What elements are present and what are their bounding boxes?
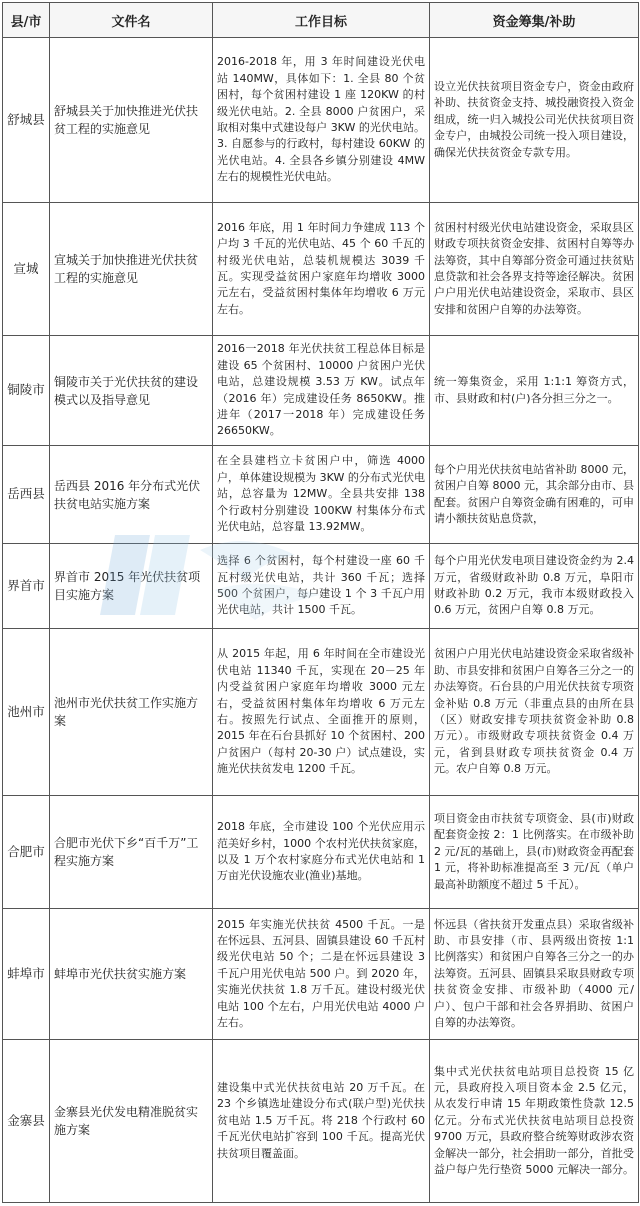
fund-cell: 统一筹集资金，采用 1:1:1 筹资方式，市、县财政和村(户)各分担三分之一。 bbox=[430, 336, 639, 446]
doc-cell: 宣城关于加快推进光伏扶贫工程的实施意见 bbox=[50, 203, 213, 336]
header-row bbox=[3, 3, 639, 38]
table-row bbox=[3, 796, 639, 909]
goal-cell: 2016 年底，用 1 年时间力争建成 113 个户均 3 千瓦的光伏电站、45 个 60 千瓦的村级光伏电站，总装机规模达 3039 千瓦。实现受益贫困户家庭年均增收 3000 元左右，受益贫困村集体年均增收 6 万元左右。 bbox=[213, 203, 430, 336]
table-row bbox=[3, 909, 639, 1040]
county-cell: 岳西县 bbox=[3, 446, 50, 544]
goal-cell: 2018 年底，全市建设 100 个光伏应用示范美好乡村，1000 个农村光伏扶贫家庭，以及 1 万个农村家庭分布式光伏电站和 1 万亩光伏设施农业(渔业)基地。 bbox=[213, 796, 430, 909]
fund-cell: 每个户用光伏发电项目建设资金约为 2.4 万元，省级财政补助 0.8 万元，阜阳市财政补助 0.2 万元，我市本级财政投入 0.6 万元，贫困户自筹 0.8 万元。 bbox=[430, 544, 639, 629]
header-county: 县/市 bbox=[3, 3, 50, 38]
county-cell: 舒城县 bbox=[3, 38, 50, 203]
table-row bbox=[3, 203, 639, 336]
fund-cell: 怀远县（省扶贫开发重点县）采取省级补助、市县安排（市、县两级出资按 1:1 比例落实）和贫困户自筹各三分之一的办法筹资。五河县、固镇县采取县财政专项扶贫资金安排、市级补助（4000 元/户）、包户干部和社会各界捐助、贫困户自筹的办法筹资。 bbox=[430, 909, 639, 1040]
county-cell: 界首市 bbox=[3, 544, 50, 629]
fund-cell: 集中式光伏扶贫电站项目总投资 15 亿元，县政府投入项目资本金 2.5 亿元，从农发行申请 15 年期政策性贷款 12.5 亿元。分布式光伏扶贫电站项目总投资 9700 万元，县政府整合统筹财政涉农资金解决一部分，社会捐助一部分，首批受益户每户先行垫资 5000 元解决一部分。 bbox=[430, 1040, 639, 1203]
county-cell: 宣城 bbox=[3, 203, 50, 336]
doc-cell: 岳西县 2016 年分布式光伏扶贫电站实施方案 bbox=[50, 446, 213, 544]
county-cell: 合肥市 bbox=[3, 796, 50, 909]
fund-cell: 贫困村村级光伏电站建设资金，采取县区财政专项扶贫资金安排、贫困村自筹等办法筹资，其中自筹部分资金可通过扶贫贴息贷款和社会各界支持等途径解决。贫困户户用光伏电站建设资金，采取市、县区安排和贫困户自筹的办法筹资。 bbox=[430, 203, 639, 336]
county-cell: 铜陵市 bbox=[3, 336, 50, 446]
goal-cell: 2016一2018 年光伏扶贫工程总体目标是建设 65 个贫困村、10000 户贫困户光伏电站，总建设规模 3.53 万 KW。试点年（2016 年）完成建设任务 8650KW。推进年（2017一2018 年）完成建设任务 26650KW。 bbox=[213, 336, 430, 446]
goal-cell: 2015 年实施光伏扶贫 4500 千瓦。一是在怀远县、五河县、固镇县建设 60 千瓦村级光伏电站 50 个；二是在怀远县建设 3 千瓦户用光伏电站 500 户。到 2020 年，实施光伏扶贫 1.8 万千瓦。建设村级光伏电站 100 个左右，户用光伏电站 4000 户左右。 bbox=[213, 909, 430, 1040]
fund-cell: 贫困户户用光伏电站建设资金采取省级补助、市县安排和贫困户自筹各三分之一的办法筹资。石台县的户用光伏扶贫专项资金补贴 0.8 万元（非重点县的由所在县（区）财政安排专项扶贫资金补助 0.8 万元）。市级财政专项扶贫资金 0.4 万元，省到县财政专项扶贫资金 0.4 万元。农户自筹 0.8 万元。 bbox=[430, 629, 639, 796]
goal-cell: 2016-2018 年，用 3 年时间建设光伏电站 140MW，具体如下：1. 全县 80 个贫困村，每个贫困村建设 1 座 120KW 的村级光伏电站。2. 全县 8000 户贫困户，采取相对集中式建设每户 3KW 的光伏电站。3. 自愿参与的行政村，每村建设 60KW 的光伏电站。4. 全县各乡镇分别建设 4MW左右的规模性光伏电站。 bbox=[213, 38, 430, 203]
county-cell: 池州市 bbox=[3, 629, 50, 796]
goal-cell: 选择 6 个贫困村，每个村建设一座 60 千瓦村级光伏电站，共计 360 千瓦；选择 500 个贫困户，每户建设 1 个 3 千瓦户用光伏电站，共计 1500 千瓦。 bbox=[213, 544, 430, 629]
table-row bbox=[3, 38, 639, 203]
county-cell: 金寨县 bbox=[3, 1040, 50, 1203]
table-row bbox=[3, 1040, 639, 1203]
doc-cell: 铜陵市关于光伏扶贫的建设模式以及指导意见 bbox=[50, 336, 213, 446]
pv-poverty-table bbox=[2, 2, 639, 1203]
goal-cell: 从 2015 年起，用 6 年时间在全市建设光伏电站 11340 千瓦，实现在 20－25 年内受益贫困户家庭年均增收 3000 元左右，受益贫困村集体年均增收 6 万元左右。按照先行试点、全面推开的原则，2015 年在石台县抓好 10 个贫困村、200 户贫困户（每村 20-30 户）试点建设，实施光伏扶贫发电 1200 千瓦。 bbox=[213, 629, 430, 796]
doc-cell: 金寨县光伏发电精准脱贫实施方案 bbox=[50, 1040, 213, 1203]
table-row bbox=[3, 629, 639, 796]
header-goal: 工作目标 bbox=[213, 3, 430, 38]
goal-cell: 在全县建档立卡贫困户中，筛选 4000 户，单体建设规模为 3KW 的分布式光伏电站，总容量为 12MW。全县共安排 138 个行政村分别建设 100KW 村集体分布式光伏电站，总容量 13.92MW。 bbox=[213, 446, 430, 544]
fund-cell: 设立光伏扶贫项目资金专户，资金由政府补助、扶贫资金支持、城投融资投入资金组成，统一归入城投公司光伏扶贫项目资金专户，由城投公司统一投入项目建设，确保光伏扶贫资金专款专用。 bbox=[430, 38, 639, 203]
header-doc: 文件名 bbox=[50, 3, 213, 38]
table-row bbox=[3, 336, 639, 446]
doc-cell: 界首市 2015 年光伏扶贫项目实施方案 bbox=[50, 544, 213, 629]
fund-cell: 每个户用光伏扶贫电站省补助 8000 元，贫困户自筹 8000 元，其余部分由市、县配套。贫困户自筹资金确有困难的，可申请小额扶贫贴息贷款， bbox=[430, 446, 639, 544]
doc-cell: 池州市光伏扶贫工作实施方案 bbox=[50, 629, 213, 796]
doc-cell: 合肥市光伏下乡“百千万”工程实施方案 bbox=[50, 796, 213, 909]
doc-cell: 舒城县关于加快推进光伏扶贫工程的实施意见 bbox=[50, 38, 213, 203]
doc-cell: 蚌埠市光伏扶贫实施方案 bbox=[50, 909, 213, 1040]
table-row bbox=[3, 544, 639, 629]
goal-cell: 建设集中式光伏扶贫电站 20 万千瓦。在 23 个乡镇选址建设分布式(联户型)光伏扶贫电站 1.5 万千瓦。将 218 个行政村 60 千瓦光伏电站扩容到 100 千瓦。提高光伏扶贫项目覆盖面。 bbox=[213, 1040, 430, 1203]
fund-cell: 项目资金由市扶贫专项资金、县(市)财政配套资金按 2：1 比例落实。在市级补助 2 元/瓦的基础上，县(市)财政资金再配套 1 元，将补助标准提高至 3 元/瓦（单户最高补助额度不超过 5 千瓦）。 bbox=[430, 796, 639, 909]
header-fund: 资金筹集/补助 bbox=[430, 3, 639, 38]
table-row bbox=[3, 446, 639, 544]
county-cell: 蚌埠市 bbox=[3, 909, 50, 1040]
